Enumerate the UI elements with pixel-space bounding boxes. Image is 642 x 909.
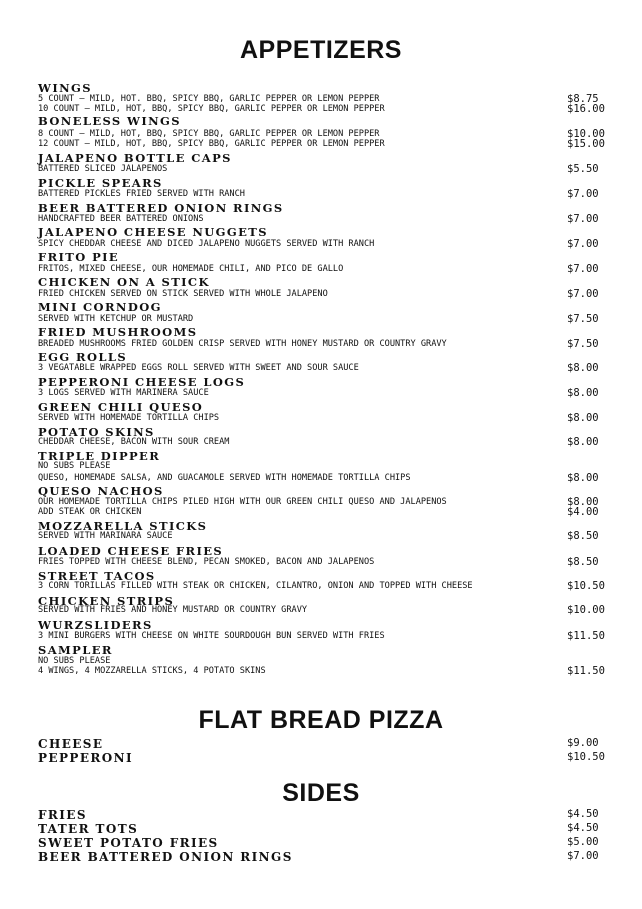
appetizers-item-name: FRIED MUSHROOMS bbox=[38, 325, 198, 339]
appetizers-item-price: $7.50 bbox=[567, 338, 599, 350]
appetizers-item-description: 5 COUNT – MILD, HOT. BBQ, SPICY BBQ, GARLIC PEPPER OR LEMON PEPPER bbox=[38, 94, 380, 104]
sides-item-price: $7.00 bbox=[567, 850, 599, 862]
sides-item-name: TATER TOTS bbox=[38, 822, 139, 836]
appetizers-item-price: $4.00 bbox=[567, 506, 599, 518]
appetizers-item-name: EGG ROLLS bbox=[38, 350, 128, 364]
appetizers-item-name: CHICKEN STRIPS bbox=[38, 594, 175, 608]
sides-item-price: $4.50 bbox=[567, 808, 599, 820]
appetizers-item-description: NO SUBS PLEASE bbox=[38, 461, 111, 471]
appetizers-item-description: SERVED WITH MARINARA SAUCE bbox=[38, 531, 173, 541]
appetizers-item-name: PICKLE SPEARS bbox=[38, 176, 163, 190]
appetizers-item-description: FRITOS, MIXED CHEESE, OUR HOMEMADE CHILI, AND PICO DE GALLO bbox=[38, 264, 344, 274]
appetizers-item-description: BATTERED PICKLES FRIED SERVED WITH RANCH bbox=[38, 189, 245, 199]
pizza-item-price: $10.50 bbox=[567, 751, 605, 763]
appetizers-item-price: $7.00 bbox=[567, 188, 599, 200]
appetizers-item-description: BREADED MUSHROOMS FRIED GOLDEN CRISP SERVED WITH HONEY MUSTARD OR COUNTRY GRAVY bbox=[38, 339, 447, 349]
pizza-item-name: CHEESE bbox=[38, 737, 104, 751]
appetizers-item-name: WINGS bbox=[38, 81, 92, 95]
appetizers-item-description: 4 WINGS, 4 MOZZARELLA STICKS, 4 POTATO SKINS bbox=[38, 666, 266, 676]
appetizers-item-name: BEER BATTERED ONION RINGS bbox=[38, 201, 284, 215]
appetizers-item-price: $16.00 bbox=[567, 103, 605, 115]
appetizers-item-description: SERVED WITH KETCHUP OR MUSTARD bbox=[38, 314, 194, 324]
appetizers-item-price: $8.00 bbox=[567, 496, 599, 508]
appetizers-item-name: TRIPLE DIPPER bbox=[38, 449, 161, 463]
appetizers-item-price: $7.00 bbox=[567, 288, 599, 300]
appetizers-item-description: FRIED CHICKEN SERVED ON STICK SERVED WITH WHOLE JALAPENO bbox=[38, 289, 328, 299]
appetizers-item-price: $7.00 bbox=[567, 263, 599, 275]
appetizers-item-name: SAMPLER bbox=[38, 643, 113, 657]
appetizers-item-name: WURZSLIDERS bbox=[38, 618, 153, 632]
appetizers-item-name: BONELESS WINGS bbox=[38, 114, 181, 128]
appetizers-item-name: MOZZARELLA STICKS bbox=[38, 519, 208, 533]
appetizers-item-price: $8.00 bbox=[567, 472, 599, 484]
appetizers-item-description: OUR HOMEMADE TORTILLA CHIPS PILED HIGH WITH OUR GREEN CHILI QUESO AND JALAPENOS bbox=[38, 497, 447, 507]
appetizers-item-price: $15.00 bbox=[567, 138, 605, 150]
appetizers-item-description: CHEDDAR CHEESE, BACON WITH SOUR CREAM bbox=[38, 437, 230, 447]
pizza-item-price: $9.00 bbox=[567, 737, 599, 749]
appetizers-item-description: SPICY CHEDDAR CHEESE AND DICED JALAPENO NUGGETS SERVED WITH RANCH bbox=[38, 239, 375, 249]
appetizers-item-description: 3 MINI BURGERS WITH CHEESE ON WHITE SOURDOUGH BUN SERVED WITH FRIES bbox=[38, 631, 385, 641]
appetizers-item-price: $8.00 bbox=[567, 412, 599, 424]
appetizers-item-price: $7.00 bbox=[567, 213, 599, 225]
appetizers-item-name: JALAPENO BOTTLE CAPS bbox=[38, 151, 232, 165]
pizza-item-name: PEPPERONI bbox=[38, 751, 133, 765]
appetizers-item-price: $11.50 bbox=[567, 665, 605, 677]
sides-item-price: $5.00 bbox=[567, 836, 599, 848]
appetizers-item-description: 12 COUNT – MILD, HOT, BBQ, SPICY BBQ, GARLIC PEPPER OR LEMON PEPPER bbox=[38, 139, 385, 149]
appetizers-item-name: FRITO PIE bbox=[38, 250, 120, 264]
appetizers-item-description: ADD STEAK OR CHICKEN bbox=[38, 507, 142, 517]
appetizers-item-description: HANDCRAFTED BEER BATTERED ONIONS bbox=[38, 214, 204, 224]
appetizers-item-price: $8.50 bbox=[567, 530, 599, 542]
appetizers-item-description: QUESO, HOMEMADE SALSA, AND GUACAMOLE SERVED WITH HOMEMADE TORTILLA CHIPS bbox=[38, 473, 411, 483]
appetizers-item-price: $8.00 bbox=[567, 362, 599, 374]
sides-item-name: BEER BATTERED ONION RINGS bbox=[38, 850, 293, 864]
appetizers-item-price: $8.00 bbox=[567, 387, 599, 399]
appetizers-item-name: STREET TACOS bbox=[38, 569, 156, 583]
appetizers-item-description: BATTERED SLICED JALAPENOS bbox=[38, 164, 168, 174]
appetizers-item-name: QUESO NACHOS bbox=[38, 484, 164, 498]
appetizers-item-name: CHICKEN ON A STICK bbox=[38, 275, 210, 289]
appetizers-item-price: $11.50 bbox=[567, 630, 605, 642]
appetizers-item-price: $7.00 bbox=[567, 238, 599, 250]
appetizers-item-description: 3 VEGATABLE WRAPPED EGGS ROLL SERVED WITH SWEET AND SOUR SAUCE bbox=[38, 363, 359, 373]
appetizers-item-name: POTATO SKINS bbox=[38, 425, 155, 439]
appetizers-item-name: LOADED CHEESE FRIES bbox=[38, 544, 224, 558]
sides-item-name: FRIES bbox=[38, 808, 87, 822]
appetizers-item-description: 3 CORN TORILLAS FILLED WITH STEAK OR CHICKEN, CILANTRO, ONION AND TOPPED WITH CHEESE bbox=[38, 581, 473, 591]
pizza-title: FLAT BREAD PIZZA bbox=[198, 706, 444, 734]
appetizers-item-name: MINI CORNDOG bbox=[38, 300, 162, 314]
appetizers-item-description: FRIES TOPPED WITH CHEESE BLEND, PECAN SMOKED, BACON AND JALAPENOS bbox=[38, 557, 375, 567]
appetizers-item-description: 3 LOGS SERVED WITH MARINERA SAUCE bbox=[38, 388, 209, 398]
sides-item-price: $4.50 bbox=[567, 822, 599, 834]
appetizers-title: APPETIZERS bbox=[240, 36, 402, 64]
appetizers-item-price: $5.50 bbox=[567, 163, 599, 175]
appetizers-item-name: JALAPENO CHEESE NUGGETS bbox=[38, 225, 268, 239]
appetizers-item-description: 10 COUNT – MILD, HOT, BBQ, SPICY BBQ, GARLIC PEPPER OR LEMON PEPPER bbox=[38, 104, 385, 114]
appetizers-item-description: NO SUBS PLEASE bbox=[38, 656, 111, 666]
appetizers-item-price: $10.00 bbox=[567, 604, 605, 616]
sides-item-name: SWEET POTATO FRIES bbox=[38, 836, 219, 850]
appetizers-item-name: PEPPERONI CHEESE LOGS bbox=[38, 375, 246, 389]
appetizers-item-price: $7.50 bbox=[567, 313, 599, 325]
appetizers-item-price: $8.50 bbox=[567, 556, 599, 568]
appetizers-item-name: GREEN CHILI QUESO bbox=[38, 400, 204, 414]
appetizers-item-description: SERVED WITH HOMEMADE TORTILLA CHIPS bbox=[38, 413, 220, 423]
appetizers-item-description: 8 COUNT – MILD, HOT, BBQ, SPICY BBQ, GARLIC PEPPER OR LEMON PEPPER bbox=[38, 129, 380, 139]
sides-title: SIDES bbox=[282, 779, 360, 807]
appetizers-item-price: $10.00 bbox=[567, 128, 605, 140]
appetizers-item-price: $10.50 bbox=[567, 580, 605, 592]
appetizers-item-description: SERVED WITH FRIES AND HONEY MUSTARD OR COUNTRY GRAVY bbox=[38, 605, 308, 615]
appetizers-item-price: $8.00 bbox=[567, 436, 599, 448]
appetizers-item-price: $8.75 bbox=[567, 93, 599, 105]
